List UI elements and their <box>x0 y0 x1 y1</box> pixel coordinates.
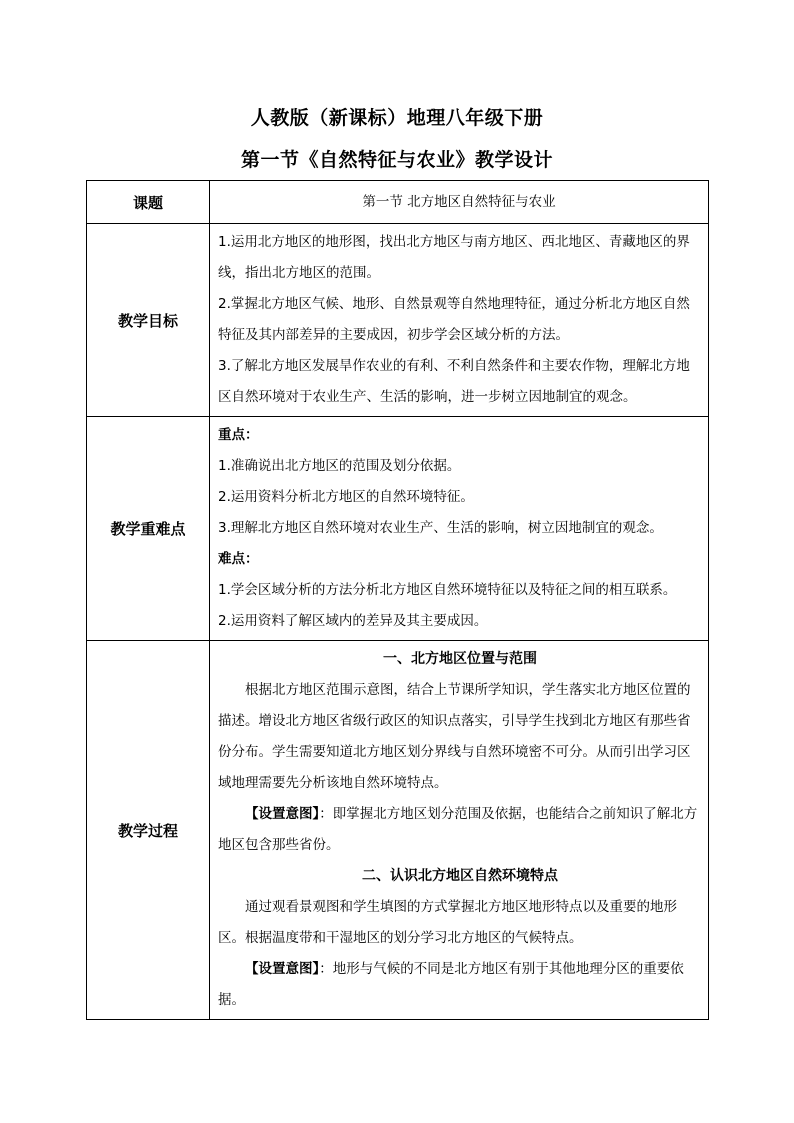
section2-intent-text: ：地形与气候的不同是北方地区有别于其他地理分区的重要依据。 <box>218 961 684 1008</box>
objective-item: 2.掌握北方地区气候、地形、自然景观等自然地理特征，通过分析北方地区自然特征及其内部差异的主要成因，初步学会区域分析的方法。 <box>218 296 690 343</box>
process-content <box>210 641 709 1020</box>
objective-item: 3.了解北方地区发展旱作农业的有利、不利自然条件和主要农作物，理解北方地区自然环境对于农业生产、生活的影响，进一步树立因地制宜的观念。 <box>218 358 690 405</box>
section1-intent <box>218 799 702 861</box>
difficulty-item: 1.学会区域分析的方法分析北方地区自然环境特征以及特征之间的相互联系。 <box>218 582 677 598</box>
objectives-content <box>210 224 709 417</box>
topic-label: 课题 <box>87 181 210 224</box>
focus-item: 3.理解北方地区自然环境对农业生产、生活的影响，树立因地制宜的观念。 <box>218 520 663 536</box>
section1-intent-text: ：即掌握北方地区划分范围及依据，也能结合之前知识了解北方地区包含那些省份。 <box>218 806 698 853</box>
topic-value: 第一节 北方地区自然特征与农业 <box>210 181 709 224</box>
section2-heading: 二、认识北方地区自然环境特点 <box>362 868 558 884</box>
objective-item: 1.运用北方地区的地形图，找出北方地区与南方地区、西北地区、青藏地区的界线，指出北方地区的范围。 <box>218 234 690 281</box>
table-row-topic <box>87 181 709 224</box>
focus-heading: 重点： <box>218 427 259 443</box>
table-row-process <box>87 641 709 1020</box>
document-title: 人教版（新课标）地理八年级下册 <box>250 107 544 129</box>
section1-body: 根据北方地区范围示意图，结合上节课所学知识，学生落实北方地区位置的描述。增设北方地区省级行政区的知识点落实，引导学生找到北方地区有那些省份分布。学生需要知道北方地区划分界线与自然环境密不可分。从而引出学习区域地理需要先分析该地自然环境特点。 <box>218 682 691 791</box>
focus-item: 1.准确说出北方地区的范围及划分依据。 <box>218 458 461 474</box>
objectives-label: 教学目标 <box>87 224 210 417</box>
section2-body: 通过观看景观图和学生填图的方式掌握北方地区地形特点以及重要的地形区。根据温度带和干湿地区的划分学习北方地区的气候特点。 <box>218 899 677 946</box>
section1-intent-label: 【设置意图】 <box>245 806 320 822</box>
table-row-key-points <box>87 417 709 641</box>
table-row-objectives <box>87 224 709 417</box>
document-subtitle: 第一节《自然特征与农业》教学设计 <box>240 149 553 171</box>
section1-heading: 一、北方地区位置与范围 <box>383 651 537 667</box>
key-points-content <box>210 417 709 641</box>
section2-intent <box>218 954 702 1016</box>
section2-intent-label: 【设置意图】 <box>245 961 320 977</box>
focus-item: 2.运用资料分析北方地区的自然环境特征。 <box>218 489 474 505</box>
process-label: 教学过程 <box>87 641 210 1020</box>
key-points-label: 教学重难点 <box>87 417 210 641</box>
difficulty-item: 2.运用资料了解区域内的差异及其主要成因。 <box>218 613 488 629</box>
lesson-plan-table <box>86 180 709 1020</box>
difficulty-heading: 难点： <box>218 551 259 567</box>
